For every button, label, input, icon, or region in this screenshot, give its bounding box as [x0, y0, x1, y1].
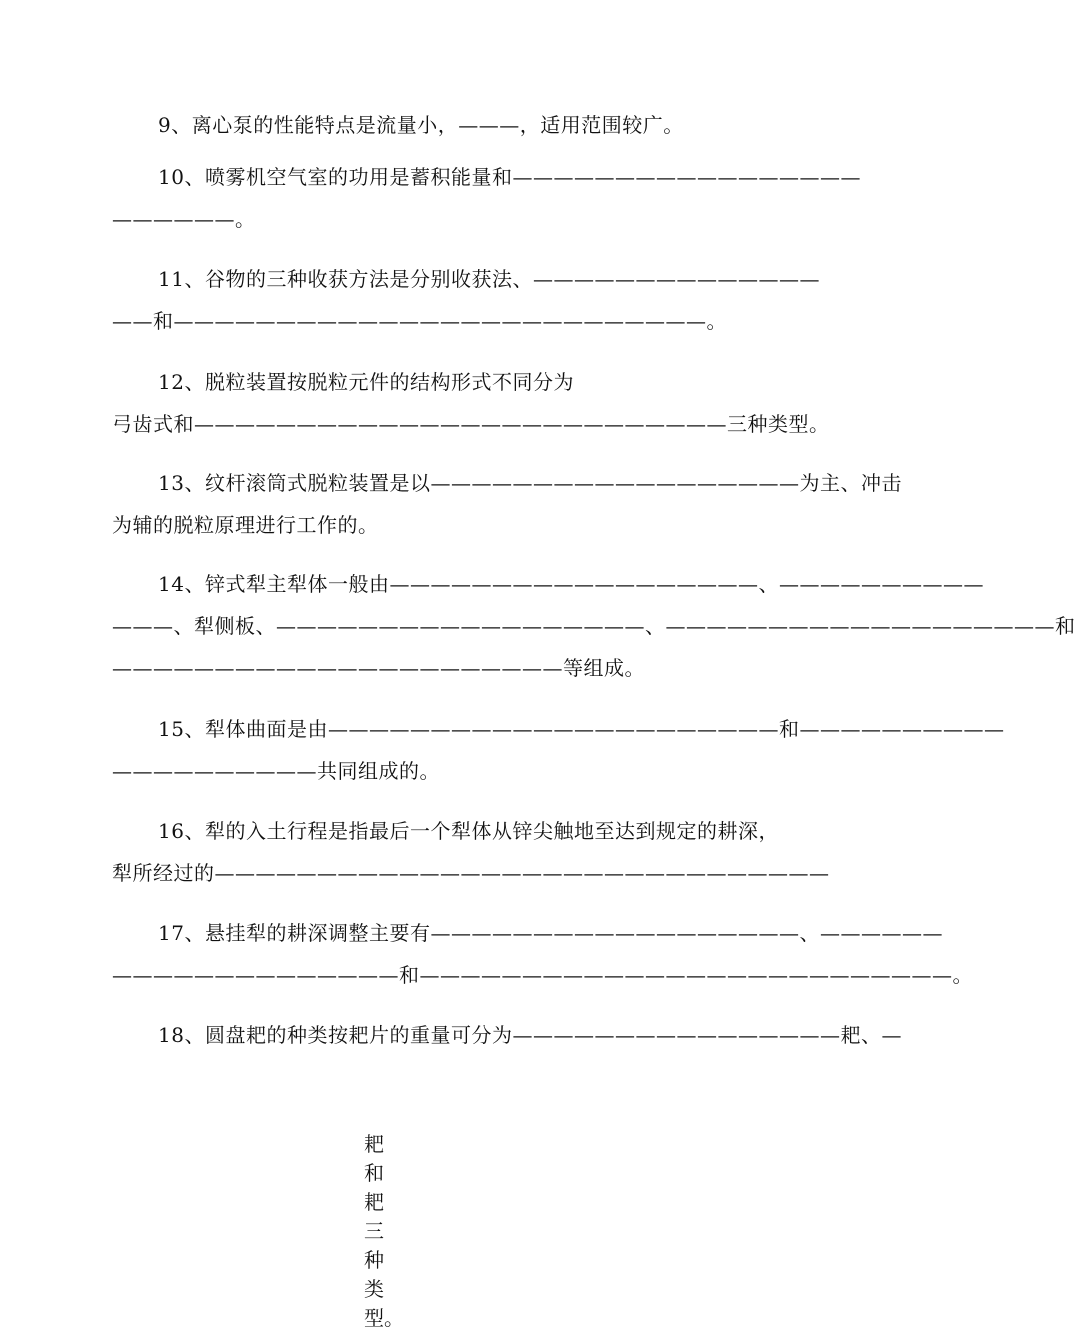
- vertical-char: 和: [364, 1161, 384, 1185]
- question-line: 9、离心泵的性能特点是流量小，———，适用范围较广。: [158, 113, 684, 137]
- question-17: [112, 912, 973, 996]
- question-line: ———、犁侧板、——————————————————、———————————————————和: [112, 614, 1076, 638]
- question-18: [112, 1014, 902, 1056]
- question-line: 弓齿式和——————————————————————————三种类型。: [112, 412, 830, 436]
- vertical-char: 耙: [364, 1132, 384, 1156]
- question-line: 犁所经过的——————————————————————————————: [112, 861, 830, 885]
- question-9: [112, 104, 838, 146]
- question-line: 13、纹杆滚筒式脱粒装置是以——————————————————为主、冲击: [158, 471, 902, 495]
- question-13: [112, 462, 902, 546]
- vertical-char: 型。: [364, 1306, 404, 1330]
- question-line: ——————。: [112, 207, 256, 231]
- question-line: ——和——————————————————————————。: [112, 309, 727, 333]
- question-line: ——————————共同组成的。: [112, 759, 440, 783]
- vertical-text: [364, 1130, 404, 1333]
- question-10: [112, 156, 861, 240]
- question-line: 12、脱粒装置按脱粒元件的结构形式不同分为: [158, 370, 574, 394]
- question-16: [112, 810, 838, 894]
- question-line: 11、谷物的三种收获方法是分别收获法、——————————————: [158, 267, 820, 291]
- question-12: [112, 361, 838, 445]
- question-line: ——————————————和——————————————————————————。: [112, 963, 973, 987]
- question-line: 15、犁体曲面是由——————————————————————和——————————: [158, 717, 1005, 741]
- vertical-char: 种: [364, 1248, 384, 1272]
- vertical-char: 类: [364, 1277, 384, 1301]
- question-14: [112, 563, 1076, 689]
- vertical-char: 耙: [364, 1190, 384, 1214]
- question-line: 18、圆盘耙的种类按耙片的重量可分为————————————————耙、—: [158, 1023, 902, 1047]
- question-line: 16、犁的入土行程是指最后一个犁体从锌尖触地至达到规定的耕深，: [158, 819, 779, 843]
- question-11: [112, 258, 838, 342]
- vertical-char: 三: [364, 1219, 384, 1243]
- question-line: 10、喷雾机空气室的功用是蓄积能量和—————————————————: [158, 165, 861, 189]
- question-line: 14、锌式犁主犁体一般由——————————————————、——————————: [158, 572, 984, 596]
- question-line: ——————————————————————等组成。: [112, 656, 645, 680]
- question-line: 17、悬挂犁的耕深调整主要有——————————————————、——————: [158, 921, 943, 945]
- question-15: [112, 708, 1005, 792]
- question-line: 为辅的脱粒原理进行工作的。: [112, 513, 379, 537]
